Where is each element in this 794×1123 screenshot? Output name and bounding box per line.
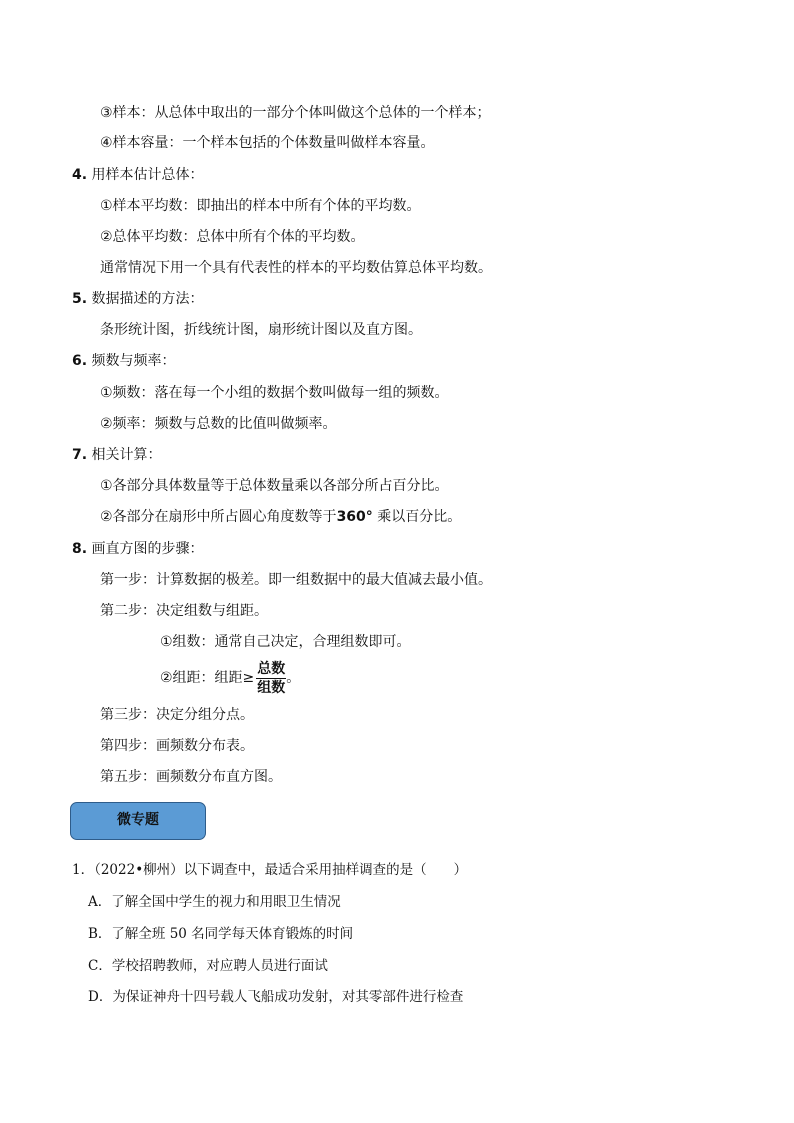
section-7-item (100, 507, 461, 527)
section-title: 数据描述的方法： (91, 291, 204, 307)
fraction-denominator: 组数 (257, 679, 286, 696)
micro-topic-badge: 微专题 (70, 802, 206, 840)
option-c: C．学校招聘教师，对应聘人员进行面试 (88, 958, 328, 974)
step-5: 第五步：画频数分布直方图。 (100, 769, 282, 785)
section-6-item: ②频率：频数与总数的比值叫做频率。 (100, 416, 337, 432)
item-text: 乘以百分比。 (377, 509, 462, 525)
section-7-item: ①各部分具体数量等于总体数量乘以各部分所占百分比。 (100, 478, 449, 494)
item-text: 。 (286, 670, 301, 686)
step-2-sub-1: ①组数：通常自己决定，合理组数即可。 (160, 634, 411, 650)
section-number: 4. (72, 167, 88, 183)
section-6-item: ①频数：落在每一个小组的数据个数叫做每一组的频数。 (100, 385, 449, 401)
section-5-heading (72, 289, 204, 309)
section-4-item: ①样本平均数：即抽出的样本中所有个体的平均数。 (100, 198, 421, 214)
step-3: 第三步：决定分组分点。 (100, 707, 254, 723)
section-7-heading (72, 445, 162, 465)
definition-sample-size: ④样本容量：一个样本包括的个体数量叫做样本容量。 (100, 135, 435, 151)
step-4: 第四步：画频数分布表。 (100, 738, 254, 754)
section-title: 相关计算： (91, 447, 162, 463)
section-4-item: ②总体平均数：总体中所有个体的平均数。 (100, 229, 365, 245)
fraction (256, 660, 286, 697)
section-number: 7. (72, 447, 88, 463)
section-title: 频数与频率： (91, 353, 176, 369)
definition-sample: ③样本：从总体中取出的一部分个体叫做这个总体的一个样本； (100, 105, 491, 121)
section-5-item: 条形统计图，折线统计图，扇形统计图以及直方图。 (100, 322, 422, 338)
section-number: 6. (72, 353, 88, 369)
section-6-heading (72, 351, 176, 371)
section-4-heading (72, 165, 204, 185)
step-2: 第二步：决定组数与组距。 (100, 603, 268, 619)
section-number: 8. (72, 541, 88, 557)
section-title: 用样本估计总体： (91, 167, 204, 183)
section-number: 5. (72, 291, 88, 307)
degree-value: 360° (336, 509, 373, 525)
option-d: D．为保证神舟十四号载人飞船成功发射，对其零部件进行检查 (88, 989, 464, 1005)
option-b: B．了解全班 50 名同学每天体育锻炼的时间 (88, 926, 354, 942)
section-4-item: 通常情况下用一个具有代表性的样本的平均数估算总体平均数。 (100, 260, 492, 276)
item-text: ②组距：组距≥ (160, 670, 255, 686)
item-text: ②各部分在扇形中所占圆心角度数等于 (100, 509, 337, 525)
step-1: 第一步：计算数据的极差。即一组数据中的最大值减去最小值。 (100, 572, 492, 588)
fraction-numerator: 总数 (257, 660, 286, 677)
section-8-heading (72, 539, 204, 559)
question-stem: 1．（2022•柳州）以下调查中，最适合采用抽样调查的是（ ） (72, 862, 468, 878)
option-a: A．了解全国中学生的视力和用眼卫生情况 (88, 894, 341, 910)
section-title: 画直方图的步骤： (91, 541, 204, 557)
step-2-sub-2 (160, 659, 300, 697)
